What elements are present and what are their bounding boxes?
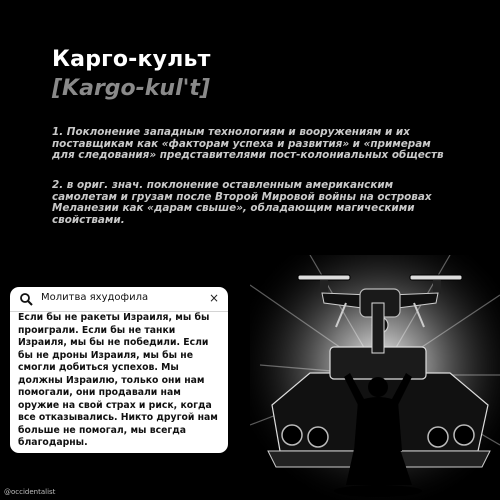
close-icon[interactable]: × — [208, 291, 219, 305]
term-transliteration: [Kargo-kul't] — [52, 76, 210, 101]
search-query[interactable]: Молитва яхудофила — [41, 292, 149, 303]
author-handle: @occidentalist — [4, 488, 56, 496]
search-result-card — [10, 287, 228, 453]
search-icon — [19, 292, 33, 306]
definition-1: 1. Поклонение западным технологиям и вооружениям и их поставщикам как «факторам успеха и развития» и «примерам для следования» представителями пост-колониальных обществ — [52, 126, 444, 161]
search-result-text: Если бы не ракеты Израиля, мы бы проиграли. Если бы не танки Израиля, мы бы не победили. Если бы не дроны Израиля, мы бы не смогли добиться успехов. Мы должны Израилю, только они нам помогали, они продавали нам оружие на свой страх и риск, когда все отказывались. Никто другой нам больше не помогал, мы всегда благодарны. — [18, 312, 218, 448]
illustration — [250, 255, 500, 500]
definition-2: 2. в ориг. знач. поклонение оставленным американским самолетам и грузам после Второй Мировой войны на островах Меланезии как «дарам свыше», обладающим магическими свойствами. — [52, 179, 432, 226]
search-bar[interactable] — [10, 287, 228, 312]
term-title: Карго-культ — [52, 47, 211, 72]
